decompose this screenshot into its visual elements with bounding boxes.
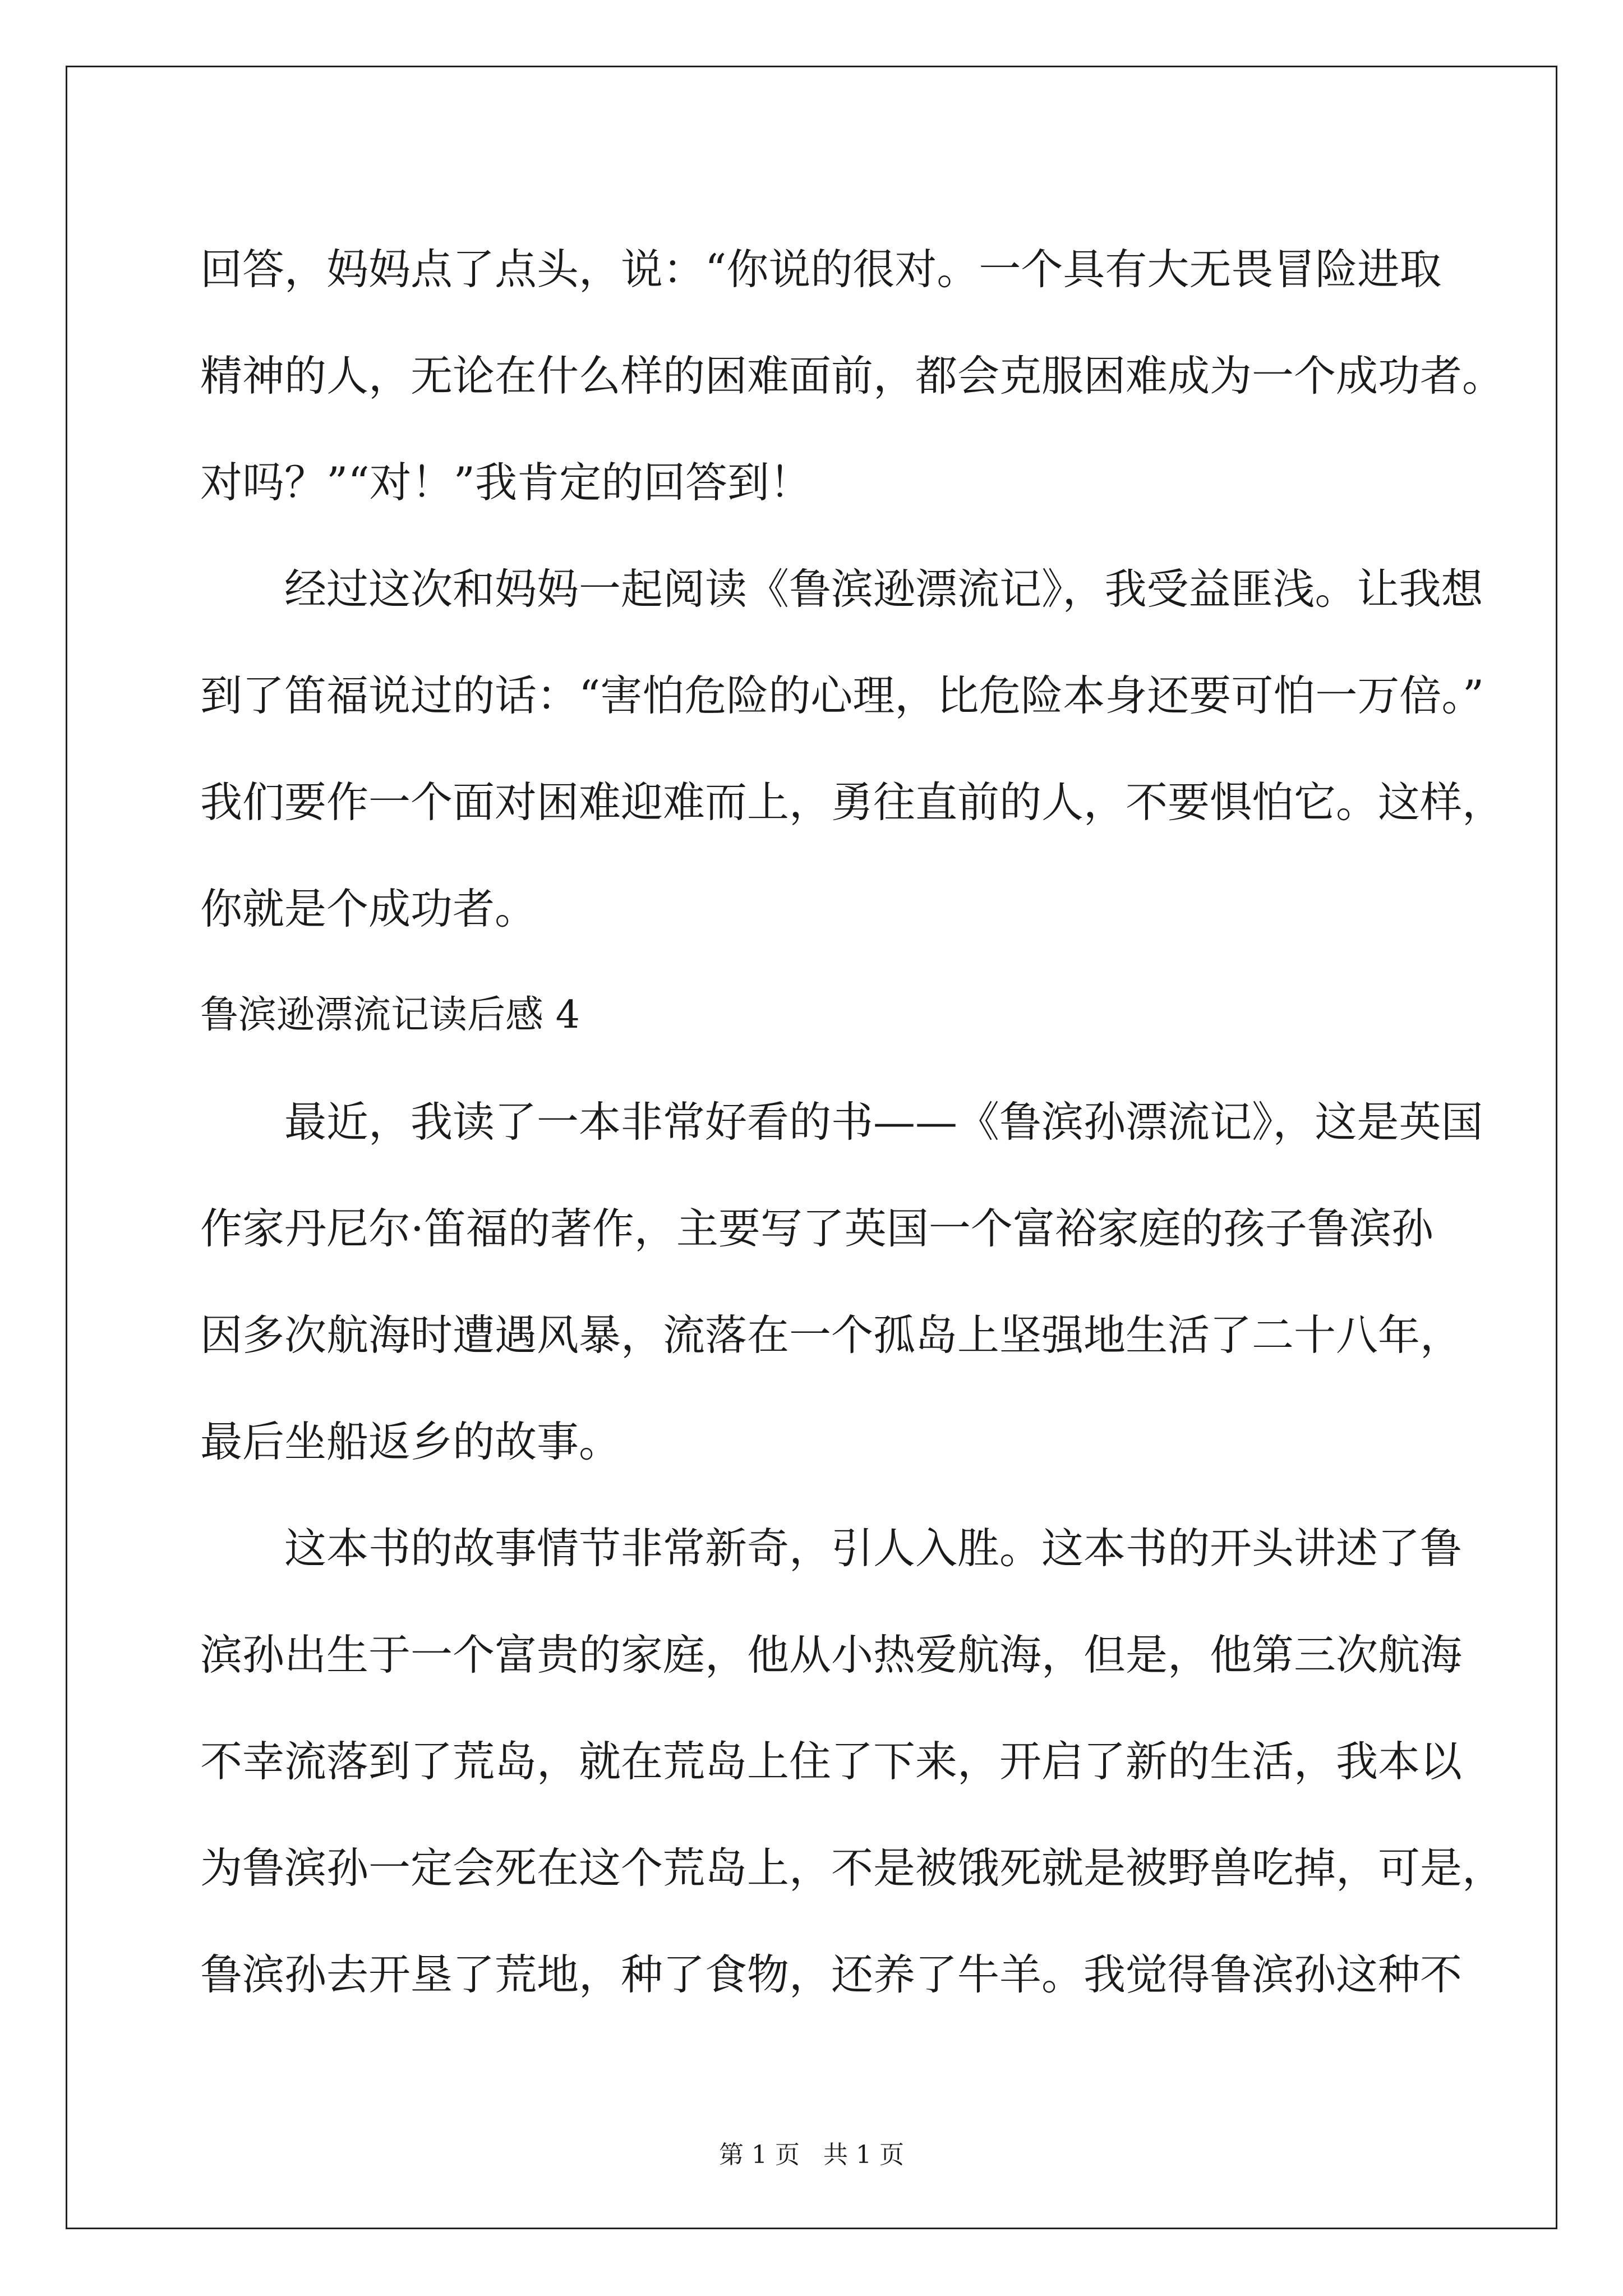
text-line: 这本书的故事情节非常新奇，引人入胜。这本书的开头讲述了鲁 (284, 1524, 1463, 1573)
text-line: 精神的人，无论在什么样的困难面前，都会克服困难成为一个成功者。 (200, 351, 1505, 401)
page-footer: 第 1 页 共 1 页 (719, 2141, 904, 2169)
document-body (200, 216, 1505, 2028)
text-line: 回答，妈妈点了点头，说：“你说的很对。一个具有大无畏冒险进取 (200, 245, 1442, 294)
text-line: 最后坐船返乡的故事。 (200, 1417, 621, 1466)
text-line: 你就是个成功者。 (200, 884, 537, 933)
text-line: 对吗？”“对！”我肯定的回答到！ (200, 458, 812, 507)
text-line: 我们要作一个面对困难迎难而上，勇往直前的人，不要惧怕它。这样， (200, 777, 1505, 827)
text-line: 滨孙出生于一个富贵的家庭，他从小热爱航海，但是，他第三次航海 (200, 1630, 1463, 1680)
text-line: 最近，我读了一本非常好看的书——《鲁滨孙漂流记》，这是英国 (284, 1097, 1483, 1147)
text-line: 因多次航海时遭遇风暴，流落在一个孤岛上坚强地生活了二十八年， (200, 1310, 1463, 1360)
section-heading: 鲁滨逊漂流记读后感 4 (200, 993, 580, 1037)
text-line: 不幸流落到了荒岛，就在荒岛上住了下来，开启了新的生活，我本以 (200, 1737, 1463, 1786)
text-line: 到了笛福说过的话：“害怕危险的心理，比危险本身还要可怕一万倍。” (200, 671, 1484, 720)
text-line: 为鲁滨孙一定会死在这个荒岛上，不是被饿死就是被野兽吃掉，可是， (200, 1843, 1505, 1893)
text-line: 作家丹尼尔·笛福的著作，主要写了英国一个富裕家庭的孩子鲁滨孙 (200, 1204, 1433, 1253)
text-line: 鲁滨孙去开垦了荒地，种了食物，还养了牛羊。我觉得鲁滨孙这种不 (200, 1950, 1463, 1999)
text-line: 经过这次和妈妈一起阅读《鲁滨逊漂流记》，我受益匪浅。让我想 (284, 564, 1483, 614)
